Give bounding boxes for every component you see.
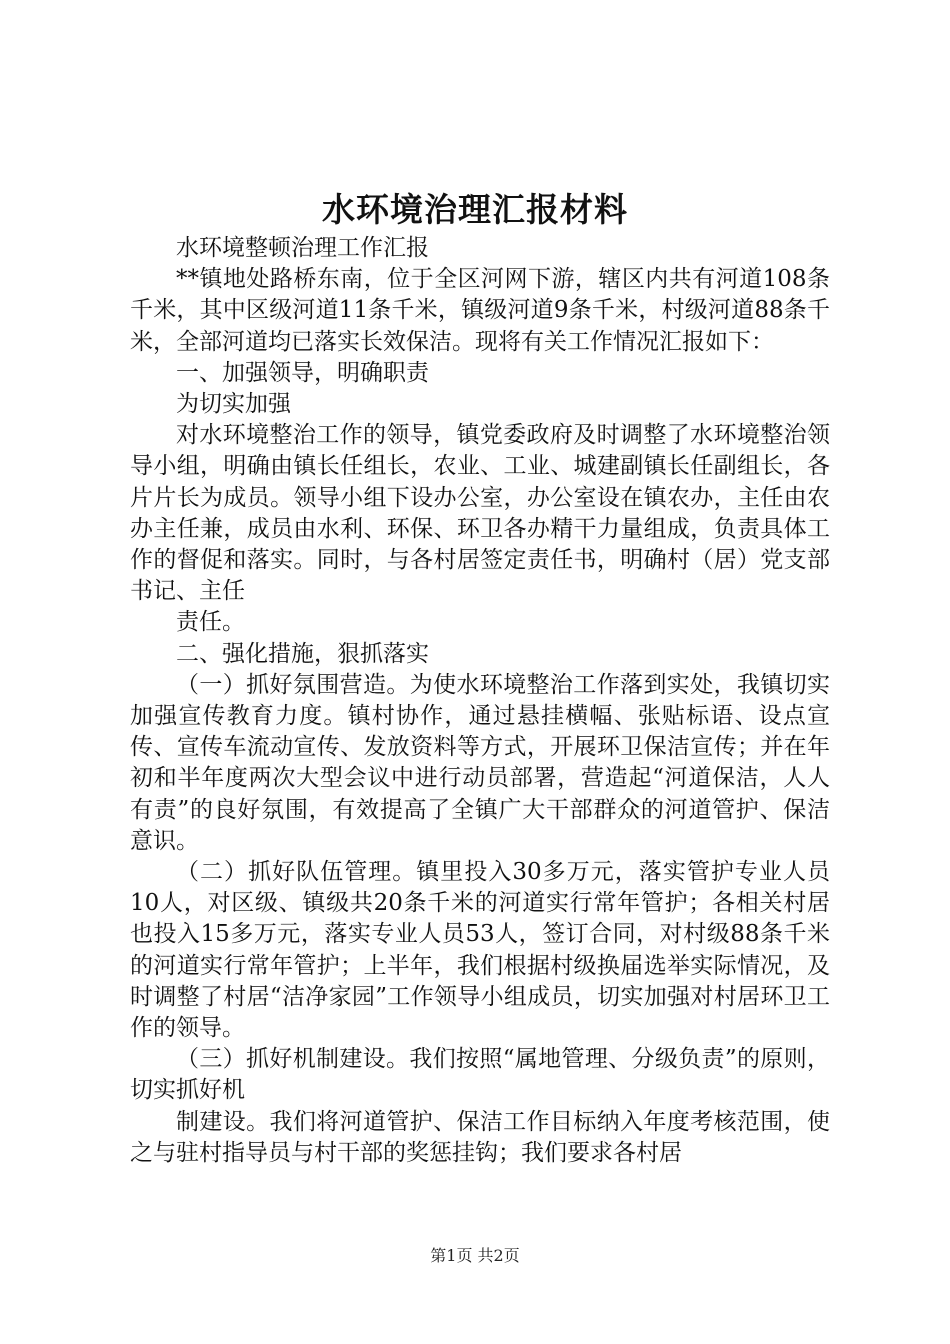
paragraph-fragment: 为切实加强 <box>176 391 291 418</box>
paragraph-subtitle: 水环境整顿治理工作汇报 <box>176 235 429 261</box>
section-heading-2: 二、强化措施，狠抓落实 <box>176 640 429 667</box>
paragraph-mechanism: （三）抓好机制建设。我们按照“属地管理、分级负责”的原则，切实抓好机 <box>130 1046 830 1104</box>
paragraph-overview: **镇地处路桥东南，位于全区河网下游，辖区内共有河道108条千米，其中区级河道11条千米，镇级河道9条千米，村级河道88条千米，全部河道均已落实长效保洁。现将有关工作情况汇报如下： <box>130 266 830 355</box>
document-title: 水环境治理汇报材料 <box>322 190 628 229</box>
paragraph-team-management: （二）抓好队伍管理。镇里投入30多万元，落实管护专业人员10人，对区级、镇级共20条千米的河道实行常年管护；各相关村居也投入15多万元，落实专业人员53人，签订合同，对村级88条千米的河道实行常年管护；上半年，我们根据村级换届选举实际情况，及时调整了村居“洁净家园”工作领导小组成员，切实加强对村居环卫工作的领导。 <box>130 859 830 1042</box>
page-footer: 第1页 共2页 <box>430 1246 520 1265</box>
paragraph-leadership: 对水环境整治工作的领导，镇党委政府及时调整了水环境整治领导小组，明确由镇长任组长，农业、工业、城建副镇长任副组长，各片片长为成员。领导小组下设办公室，办公室设在镇农办，主任由农办主任兼，成员由水利、环保、环卫各办精干力量组成，负责具体工作的督促和落实。同时，与各村居签定责任书，明确村（居）党支部书记、主任 <box>130 422 830 605</box>
document-body <box>130 233 830 1169</box>
paragraph-mechanism-continued: 制建设。我们将河道管护、保洁工作目标纳入年度考核范围，使之与驻村指导员与村干部的奖惩挂钩；我们要求各村居 <box>130 1108 830 1166</box>
paragraph-responsibility: 责任。 <box>176 609 245 636</box>
paragraph-atmosphere: （一）抓好氛围营造。为使水环境整治工作落到实处，我镇切实加强宣传教育力度。镇村协作，通过悬挂横幅、张贴标语、设点宣传、宣传车流动宣传、发放资料等方式，开展环卫保洁宣传；并在年初和半年度两次大型会议中进行动员部署，营造起“河道保洁，人人有责”的良好氛围，有效提高了全镇广大干部群众的河道管护、保洁意识。 <box>130 671 830 854</box>
section-heading-1: 一、加强领导，明确职责 <box>176 359 429 386</box>
